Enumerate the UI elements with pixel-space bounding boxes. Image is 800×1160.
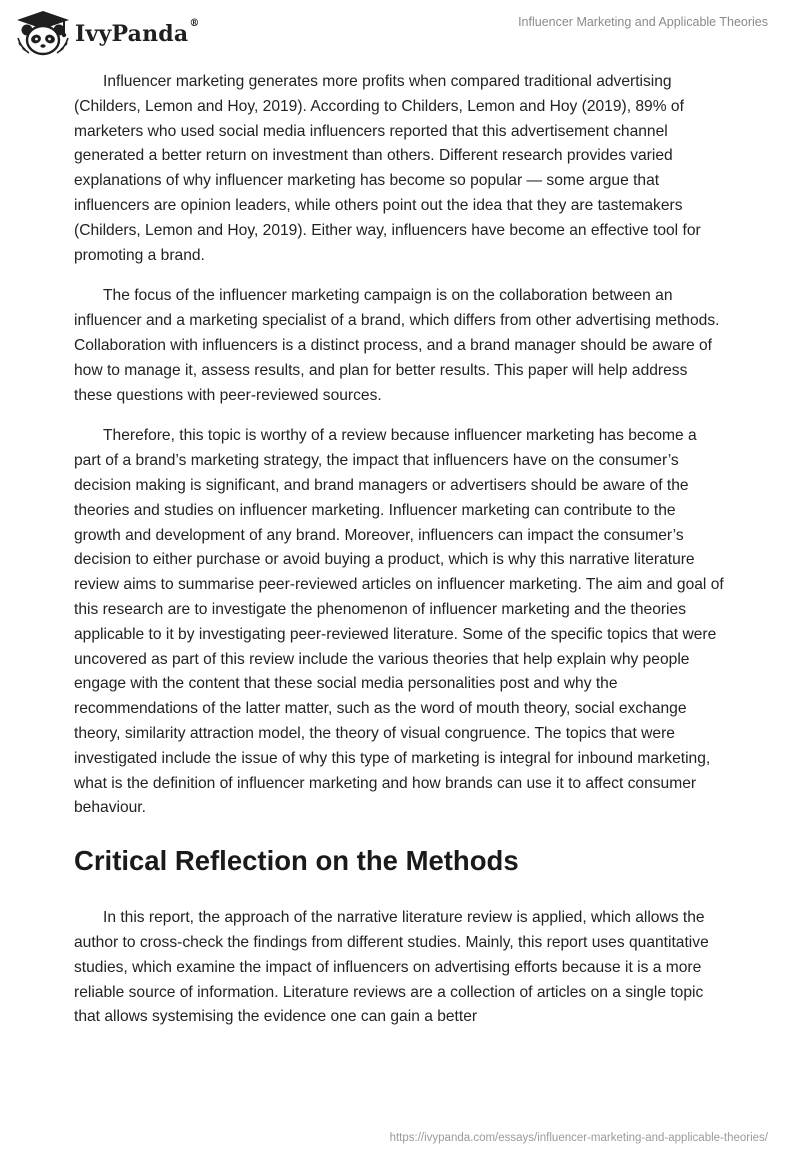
section-paragraph: In this report, the approach of the narrative literature review is applied, which allows the author to cross-check the findings from different studies. Mainly, this report uses quantitative studies, which examine the impact of influencers on advertising efforts because it is a more reliable source of information. Literature reviews are a collection of articles on a single topic that allows systemising the evidence one can gain a better: [74, 909, 709, 1026]
section-heading: Critical Reflection on the Methods: [74, 845, 519, 877]
essay-content: [74, 70, 726, 1046]
panda-graduate-icon: [14, 8, 72, 58]
paragraph-2: The focus of the influencer marketing campaign is on the collaboration between an influencer and a marketing specialist of a brand, which differs from other advertising methods. Collaboration with influencers is a distinct process, and a brand manager should be aware of how to manage it, assess results, and plan for better results. This paper will help address these questions with peer-reviewed sources.: [74, 287, 720, 404]
paragraph-3: Therefore, this topic is worthy of a review because influencer marketing has become a part of a brand’s marketing strategy, the impact that influencers have on the consumer’s decision making is significant, and brand managers or advertisers should be aware of the theories and studies on influencer marketing. Influencer marketing can contribute to the growth and development of any brand. Moreover, influencers can impact the consumer’s decision to either purchase or avoid buying a product, which is why this narrative literature review aims to summarise peer-reviewed articles on influencer marketing. The aim and goal of this research are to investigate the phenomenon of influencer marketing and the theories applicable to it by investigating peer-reviewed literature. Some of the specific topics that were uncovered as part of this review include the various theories that help explain why people engage with the content that these social media personalities post and why the recommendations of the latter matter, such as the word of mouth theory, social exchange theory, similarity attraction model, the theory of visual congruence. The topics that were investigated include the issue of why this type of marketing is integral for inbound marketing, what is the definition of influencer marketing and how brands can use it to affect consumer behaviour.: [74, 427, 724, 817]
paragraph-1: Influencer marketing generates more profits when compared traditional advertising (Childers, Lemon and Hoy, 2019). According to Childers, Lemon and Hoy (2019), 89% of marketers who used social media influencers reported that this advertisement channel generated a better return on investment than others. Different research provides varied explanations of why influencer marketing has become so popular — some argue that influencers are opinion leaders, while others point out the idea that they are tastemakers (Childers, Lemon and Hoy, 2019). Either way, influencers have become an effective tool for promoting a brand.: [74, 73, 701, 264]
brand-name: [75, 18, 200, 47]
page-header: [0, 0, 800, 64]
source-url[interactable]: https://ivypanda.com/essays/influencer-marketing-and-applicable-theories/: [389, 1132, 768, 1144]
document-title: Influencer Marketing and Applicable Theories: [518, 15, 768, 29]
registered-mark: ®: [189, 18, 200, 29]
brand-name-text: IvyPanda: [75, 21, 189, 47]
ivypanda-logo[interactable]: [14, 8, 200, 58]
